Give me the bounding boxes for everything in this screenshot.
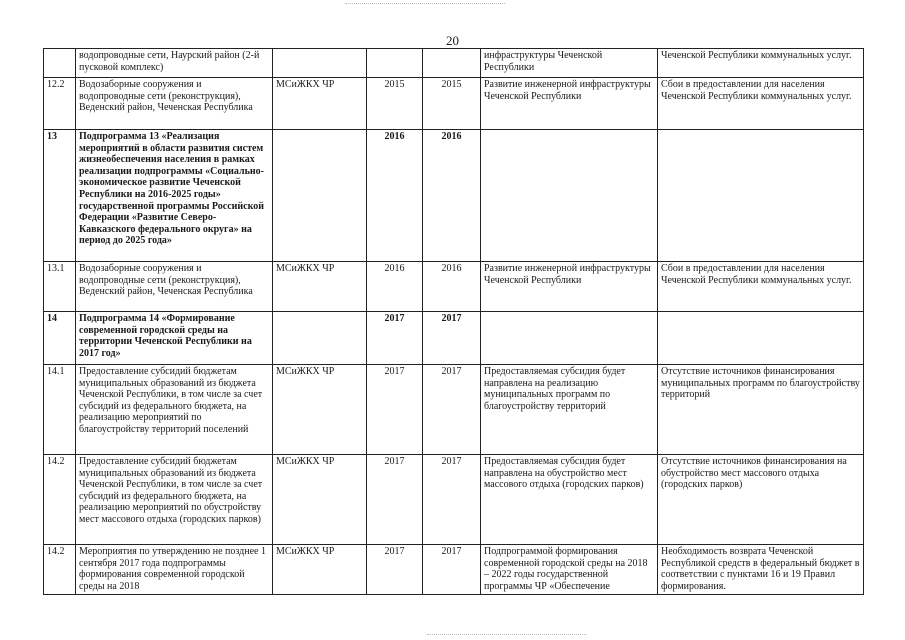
bottom-scan-mark (427, 634, 587, 638)
executor: МСиЖКХ ЧР (273, 262, 367, 312)
expected-result: Подпрограммой формирования современной городской среды на 2018 – 2022 годы государственной программы ЧР «Обеспечение (481, 545, 658, 595)
executor: МСиЖКХ ЧР (273, 365, 367, 455)
table-row (44, 455, 864, 545)
end-year: 2015 (423, 78, 481, 130)
measure-name: Подпрограмма 13 «Реализация мероприятий в области развития систем жизнеобеспечения населения в рамках реализации подпрограммы «Социально-экономическое развитие Чеченской Республики на 2016-2025 годы» государственной программы Российской Федерации «Развитие Северо-Кавказского федерального округа» на период до 2025 года» (76, 130, 273, 262)
expected-result: Предоставляемая субсидия будет направлена на реализацию муниципальных программ по благоустройству территорий (481, 365, 658, 455)
table-row (44, 312, 864, 365)
program-table (43, 48, 864, 595)
start-year: 2017 (367, 545, 423, 595)
expected-result (481, 130, 658, 262)
expected-result: Развитие инженерной инфраструктуры Чеченской Республики (481, 78, 658, 130)
table-row (44, 49, 864, 78)
row-number: 13.1 (44, 262, 76, 312)
consequence: Сбои в предоставлении для населения Чеченской Республики коммунальных услуг. (658, 262, 864, 312)
measure-name: Предоставление субсидий бюджетам муниципальных образований из бюджета Чеченской Республики, в том числе за счет субсидий из федерального бюджета, на реализацию мероприятий по обустройству мест массового отдыха (городских парков) (76, 455, 273, 545)
measure-name: Предоставление субсидий бюджетам муниципальных образований из бюджета Чеченской Республики, в том числе за счет субсидий из федерального бюджета, на реализацию мероприятий по благоустройству территорий поселений (76, 365, 273, 455)
row-number (44, 49, 76, 78)
row-number: 14.2 (44, 545, 76, 595)
start-year: 2017 (367, 365, 423, 455)
executor: МСиЖКХ ЧР (273, 78, 367, 130)
measure-name: Мероприятия по утверждению не позднее 1 сентября 2017 года подпрограммы формирования современной городской среды на 2018 (76, 545, 273, 595)
start-year: 2017 (367, 455, 423, 545)
expected-result (481, 312, 658, 365)
expected-result: Предоставляемая субсидия будет направлена на обустройство мест массового отдыха (городских парков) (481, 455, 658, 545)
executor (273, 130, 367, 262)
row-number: 14 (44, 312, 76, 365)
table-row (44, 365, 864, 455)
measure-name: Водозаборные сооружения и водопроводные сети (реконструкция), Веденский район, Чеченская Республика (76, 78, 273, 130)
start-year: 2017 (367, 312, 423, 365)
consequence (658, 312, 864, 365)
end-year: 2017 (423, 365, 481, 455)
end-year: 2016 (423, 262, 481, 312)
consequence: Необходимость возврата Чеченской Республикой средств в федеральный бюджет в соответствии с пунктами 16 и 19 Правил формирования. (658, 545, 864, 595)
expected-result: инфраструктуры Чеченской Республики (481, 49, 658, 78)
consequence: Отсутствие источников финансирования на обустройство мест массового отдыха (городских парков) (658, 455, 864, 545)
table-row (44, 130, 864, 262)
table-row (44, 78, 864, 130)
end-year: 2017 (423, 312, 481, 365)
executor (273, 49, 367, 78)
executor: МСиЖКХ ЧР (273, 545, 367, 595)
start-year (367, 49, 423, 78)
measure-name: водопроводные сети, Наурский район (2-й пусковой комплекс) (76, 49, 273, 78)
start-year: 2016 (367, 262, 423, 312)
consequence: Отсутствие источников финансирования муниципальных программ по благоустройству территорий (658, 365, 864, 455)
table-row (44, 545, 864, 595)
consequence: Сбои в предоставлении для населения Чеченской Республики коммунальных услуг. (658, 78, 864, 130)
consequence: Чеченской Республики коммунальных услуг. (658, 49, 864, 78)
measure-name: Подпрограмма 14 «Формирование современной городской среды на территории Чеченской Республики на 2017 год» (76, 312, 273, 365)
end-year (423, 49, 481, 78)
row-number: 12.2 (44, 78, 76, 130)
start-year: 2015 (367, 78, 423, 130)
executor (273, 312, 367, 365)
end-year: 2017 (423, 455, 481, 545)
consequence (658, 130, 864, 262)
top-scan-mark (345, 3, 505, 7)
row-number: 14.1 (44, 365, 76, 455)
page-number: 20 (446, 33, 459, 48)
row-number: 14.2 (44, 455, 76, 545)
executor: МСиЖКХ ЧР (273, 455, 367, 545)
start-year: 2016 (367, 130, 423, 262)
end-year: 2016 (423, 130, 481, 262)
expected-result: Развитие инженерной инфраструктуры Чеченской Республики (481, 262, 658, 312)
end-year: 2017 (423, 545, 481, 595)
table-row (44, 262, 864, 312)
measure-name: Водозаборные сооружения и водопроводные сети (реконструкция), Веденский район, Чеченская Республика (76, 262, 273, 312)
row-number: 13 (44, 130, 76, 262)
